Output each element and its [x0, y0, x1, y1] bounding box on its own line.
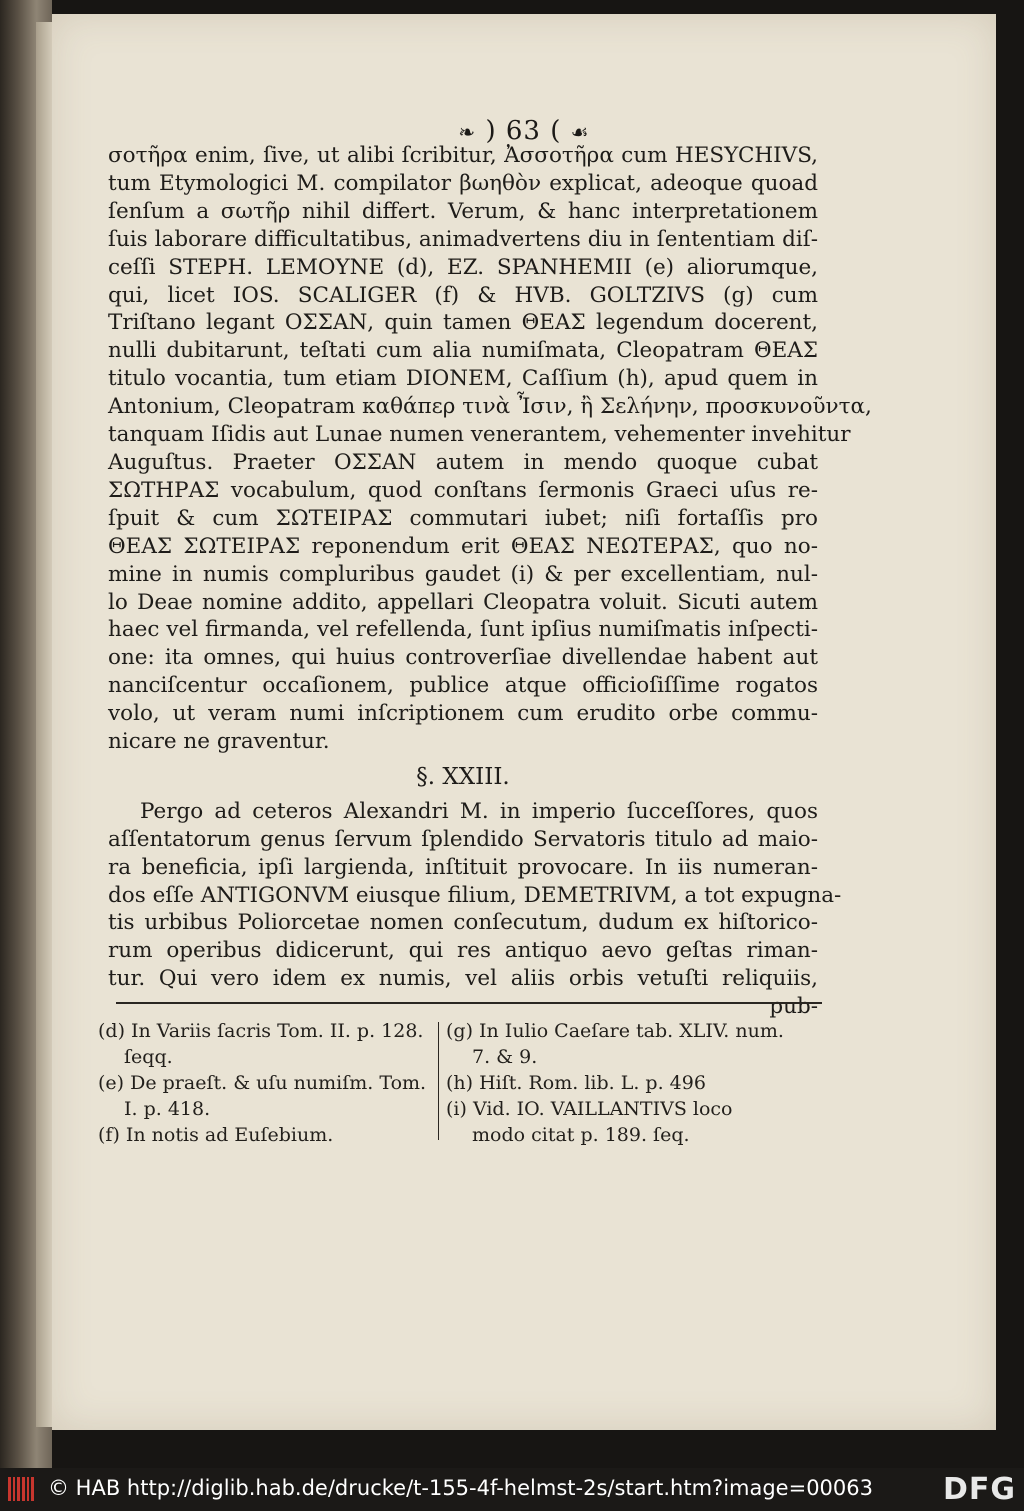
- body-text: [108, 142, 872, 1021]
- footnote: [446, 1018, 828, 1070]
- text-line: nicare ne graventur.: [108, 729, 330, 755]
- text-line: titulo vocantia, tum etiam DIONEM, Caſſium (h), apud quem in: [108, 366, 818, 392]
- footnote: [446, 1070, 828, 1096]
- header-ornament-left: ❧: [458, 120, 477, 144]
- catchword: pub-: [769, 994, 818, 1020]
- footnote-column-divider: [438, 1022, 439, 1140]
- text-line: one: ita omnes, qui huius controverſiae divellendae habent aut: [108, 645, 818, 671]
- text-line: tanquam Iſidis aut Lunae numen venerantem, vehementer invehitur: [108, 422, 851, 448]
- text-line: ΘΕΑΣ ΣΩΤΕΙΡΑΣ reponendum erit ΘΕΑΣ ΝΕΩΤΕΡΑΣ, quo no-: [108, 533, 818, 559]
- text-line: σοτῆρα enim, ſive, ut alibi ſcribitur, Ἀσσοτῆρα cum HESYCHIVS,: [108, 143, 818, 168]
- footnote: [98, 1070, 438, 1122]
- text-line: Auguſtus. Praeter ΟΣΣΑΝ autem in mendo quoque cubat: [108, 449, 818, 475]
- text-line: ra beneficia, ipſi largienda, inſtituit provocare. In iis numeran-: [108, 854, 818, 880]
- footnote-continuation: modo citat p. 189. ſeq.: [472, 1124, 690, 1146]
- text-line: qui, licet IOS. SCALIGER (f) & HVB. GOLTZIVS (g) cum: [108, 282, 818, 308]
- paragraph-main: [108, 142, 872, 756]
- footnote-line: (e) De praeſt. & uſu numiſm. Tom.: [98, 1072, 427, 1094]
- text-line: ΣΩΤΗΡΑΣ vocabulum, quod conſtans ſermonis Graeci uſus re-: [108, 477, 818, 503]
- page-number: ) 63 (: [485, 116, 562, 146]
- footer-bar: [0, 1468, 1024, 1511]
- footnotes-right-column: [446, 1018, 828, 1148]
- footnote: [98, 1122, 438, 1148]
- footnote-line: (h) Hiſt. Rom. lib. L. p. 496: [446, 1072, 706, 1094]
- text-line: ſpuit & cum ΣΩΤΕΙΡΑΣ commutari iubet; niſi fortaſſis pro: [108, 505, 818, 531]
- text-line: aſſentatorum genus ſervum ſplendido Servatoris titulo ad maio-: [108, 826, 818, 852]
- footnote-line: (d) In Variis ſacris Tom. II. p. 128.: [98, 1020, 424, 1042]
- barcode-icon: [8, 1477, 34, 1501]
- paragraph-section: [108, 798, 842, 993]
- text-line: ſuis laborare difficultatibus, animadvertens diu in ſententiam diſ-: [108, 226, 818, 252]
- footnote-continuation: I. p. 418.: [124, 1098, 211, 1120]
- text-line: tum Etymologici M. compilator βωηθὸν explicat, adeoque quoad: [108, 170, 818, 196]
- text-line: ſenſum a σωτῆρ nihil differt. Verum, & hanc interpretationem: [108, 198, 818, 224]
- footnote-continuation: 7. & 9.: [472, 1046, 538, 1068]
- footer-credit[interactable]: © HAB http://diglib.hab.de/drucke/t-155-4f-helmst-2s/start.htm?image=00063: [48, 1476, 873, 1500]
- text-line: lo Deae nomine addito, appellari Cleopatra voluit. Sicuti autem: [108, 589, 818, 615]
- footnote-rule: [116, 1002, 822, 1004]
- text-line: Antonium, Cleopatram καθάπερ τινὰ Ἶσιν, ἢ Σελήνην, προσκυνοῦντα,: [108, 394, 872, 420]
- footnote: [98, 1018, 438, 1070]
- footnote: [446, 1096, 828, 1148]
- text-line: volo, ut veram numi inſcriptionem cum erudito orbe commu-: [108, 701, 818, 727]
- text-line: tur. Qui vero idem ex numis, vel aliis orbis vetuſti reliquiis,: [108, 966, 818, 992]
- text-line: nanciſcentur occaſionem, publice atque officioſiſſime rogatos: [108, 673, 818, 699]
- text-line: rum operibus didicerunt, qui res antiquo aevo geſtas riman-: [108, 938, 818, 964]
- book-page: [52, 14, 996, 1430]
- text-line: Pergo ad ceteros Alexandri M. in imperio ſucceſſores, quos: [140, 798, 818, 824]
- footnotes-left-column: [98, 1018, 438, 1148]
- dfg-logo: DFG: [942, 1472, 1016, 1507]
- text-line: dos eſſe ANTIGONVM eiusque filium, DEMETRIVM, a tot expugna-: [108, 882, 842, 908]
- text-line: nulli dubitarunt, teſtati cum alia numiſmata, Cleopatram ΘΕΑΣ: [108, 338, 818, 364]
- section-title: §. XXIII.: [416, 763, 510, 790]
- header-ornament-right: ☙: [570, 120, 590, 144]
- footnote-continuation: ſeqq.: [124, 1046, 173, 1068]
- text-line: haec vel firmanda, vel refellenda, ſunt ipſius numiſmatis inſpecti-: [108, 617, 818, 643]
- footnote-line: (i) Vid. IO. VAILLANTIVS loco: [446, 1098, 733, 1120]
- text-line: mine in numis compluribus gaudet (i) & per excellentiam, nul-: [108, 561, 818, 587]
- text-line: tis urbibus Poliorcetae nomen conſecutum, dudum ex hiſtorico-: [108, 910, 818, 936]
- text-line: Triſtano legant ΟΣΣΑΝ, quin tamen ΘΕΑΣ legendum docerent,: [108, 310, 818, 336]
- footnote-line: (g) In Iulio Caeſare tab. XLIV. num.: [446, 1020, 784, 1042]
- text-line: ceſſi STEPH. LEMOYNE (d), EZ. SPANHEMII (e) aliorumque,: [108, 254, 818, 280]
- footnote-line: (f) In notis ad Euſebium.: [98, 1124, 334, 1146]
